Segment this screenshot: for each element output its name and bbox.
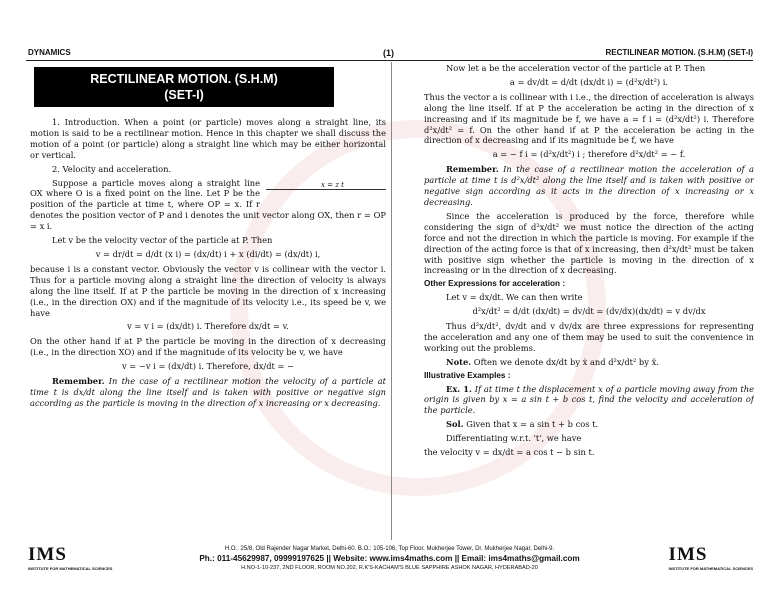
page-number: (1) bbox=[383, 48, 394, 58]
header-subject: DYNAMICS bbox=[28, 48, 71, 57]
examples-heading: Illustrative Examples : bbox=[424, 370, 511, 380]
speed-equation-negative: v = −v i = (dx/dt) i. Therefore, dx/dt = − bbox=[121, 361, 295, 372]
acceleration-paragraph: Thus the vector a is collinear with i i.e., the direction of acceleration is always along the line itself. If at P the acceleration be acting in the direction of x increasing and if its magnitude be f, we have a = f i = (d²x/dt²) i. Therefore d²x/dt² = f. On the other hand if at P the acceleration be acting in the direction of x decreasing and if its magnitude be f, we have bbox=[424, 91, 754, 146]
note-label: Note. bbox=[446, 356, 472, 367]
position-paragraph: Suppose a particle moves along a straight line OX where O is a fixed point on the line. Let P be the position of the particle at time t, where OP = x. If r denotes the position vector of P and i denotes the unit vector along OX, then r = OP = x i. bbox=[30, 177, 386, 232]
remember-text: In the case of a rectilinear motion the velocity of a particle at time t is dx/dt along the line itself and is taken with positive or negative sign according as the particle is moving in the direction of x increasing or x decreasing. bbox=[30, 376, 386, 408]
acceleration-intro: Now let a be the acceleration vector of the particle at P. Then bbox=[446, 63, 706, 73]
intro-paragraph: 1. Introduction. When a point (or particle) moves along a straight line, its motion is said to be a rectilinear motion. Hence in this chapter we shall discuss the motion of a point (or particle) along a straight line which may be either horizontal or vertical. bbox=[30, 117, 386, 160]
remember-label: Remember. bbox=[446, 164, 499, 175]
footer-address-delhi: H.O.: 25/8, Old Rajender Nagar Market, Delhi-60. B.O.: 105-106, Top Floor, Mukherjee Tower, Dr. Mukherjee Nagar, Delhi-9. bbox=[224, 546, 555, 552]
footer bbox=[0, 544, 779, 576]
speed-equation-positive: v = v i = (dx/dt) i. Therefore dx/dt = v. bbox=[127, 321, 289, 332]
decreasing-paragraph: On the other hand if at P the particle be moving in the direction of x decreasing (i.e., in the direction XO) and if the magnitude of its velocity be v, we have bbox=[30, 336, 386, 358]
expressions-equation: d²x/dt² = d/dt (dx/dt) = dv/dt = (dv/dx)(dx/dt) = v dv/dx bbox=[472, 306, 706, 317]
solution-text: Given that x = a sin t + b cos t. bbox=[466, 419, 599, 430]
chapter-title: RECTILINEAR MOTION. (S.H.M) bbox=[90, 72, 278, 86]
other-expressions-heading: Other Expressions for acceleration : bbox=[424, 279, 566, 289]
header-rule bbox=[26, 60, 753, 61]
header-chapter: RECTILINEAR MOTION. (S.H.M) (SET-I) bbox=[605, 48, 753, 57]
note-paragraph bbox=[424, 357, 754, 368]
velocity-intro: Let v be the velocity vector of the particle at P. Then bbox=[52, 235, 273, 246]
solution-line-2: Differentiating w.r.t. 't', we have bbox=[446, 433, 582, 444]
solution-line-3: the velocity v = dx/dt = a cos t − b sin t. bbox=[424, 447, 595, 458]
ims-logo-left: IMS INSTITUTE FOR MATHEMATICAL SCIENCES bbox=[28, 544, 113, 571]
section-heading-velocity: 2. Velocity and acceleration. bbox=[52, 163, 172, 174]
velocity-equation: v = dr/dt = d/dt (x i) = (dx/dt) i + x (di/dt) = (dx/dt) i, bbox=[95, 248, 321, 259]
chapter-set: (SET-I) bbox=[164, 88, 204, 102]
column-divider bbox=[391, 62, 392, 540]
acceleration-equation: a = dv/dt = d/dt (dx/dt i) = (d²x/dt²) i. bbox=[509, 76, 669, 87]
velocity-paragraph: because i is a constant vector. Obviously the vector v is collinear with the vector i. Thus for a particle moving along a straight line the direction of velocity is always along the line itself. If at P the particle be moving in the direction of x increasing (i.e., in the direction OX) and if the magnitude of its velocity i.e., its speed be v, we have bbox=[30, 263, 386, 318]
footer-contact: Ph.: 011-45629987, 09999197625 || Website: www.ims4maths.com || Email: ims4maths@gmail.com bbox=[199, 554, 580, 563]
example-text: If at time t the displacement x of a particle moving away from the origin is given by x = a sin t + b cos t, find the velocity and acceleration of the particle. bbox=[424, 383, 754, 416]
remember-label: Remember. bbox=[52, 376, 105, 387]
line-figure bbox=[266, 180, 386, 202]
example-label: Ex. 1. bbox=[446, 383, 472, 394]
let-v-line: Let v = dx/dt. We can then write bbox=[446, 292, 583, 303]
right-column bbox=[424, 63, 754, 541]
velocity-remember bbox=[30, 376, 386, 409]
acceleration-negative-equation: a = − f i = (d²x/dt²) i ; therefore d²x/dt² = − f. bbox=[492, 149, 686, 160]
left-column bbox=[30, 63, 386, 541]
ims-logo-right: IMS INSTITUTE FOR MATHEMATICAL SCIENCES bbox=[668, 544, 753, 571]
solution-line-1 bbox=[424, 419, 754, 430]
expressions-paragraph: Thus d²x/dt², dv/dt and v dv/dx are three expressions for representing the acceleration and any one of them may be used to suit the convenience in working out the problems. bbox=[424, 321, 754, 353]
force-paragraph: Since the acceleration is produced by the force, therefore while considering the sign of d²x/dt² we must notice the direction of the acting force and not the direction in which the particle is moving. For example if the direction of the acting force is that of x increasing, then d²x/dt² must be taken with positive sign whether the particle is moving in the direction of x increasing or in the direction of x decreasing. bbox=[424, 210, 754, 276]
remember-text: In the case of a rectilinear motion the acceleration of a particle at time t is d²x/dt² along the line itself and is taken with positive or negative sign according as it acts in the direction of x increasing or x decreasing. bbox=[424, 164, 754, 207]
acceleration-remember bbox=[424, 164, 754, 208]
chapter-title-box bbox=[34, 67, 334, 107]
figure-label: x = z t bbox=[321, 180, 344, 189]
solution-label: Sol. bbox=[446, 419, 464, 430]
example-1 bbox=[424, 384, 754, 417]
note-text: Often we denote dx/dt by ẋ and d²x/dt² by ẍ. bbox=[473, 356, 659, 367]
footer-address-hyderabad: H.NO-1-10-237, 2ND FLOOR, ROOM NO.202, R.K'S-KACHAM'S BLUE SAPPHIRE ASHOK NAGAR, HYDERABAD-20 bbox=[241, 565, 538, 571]
